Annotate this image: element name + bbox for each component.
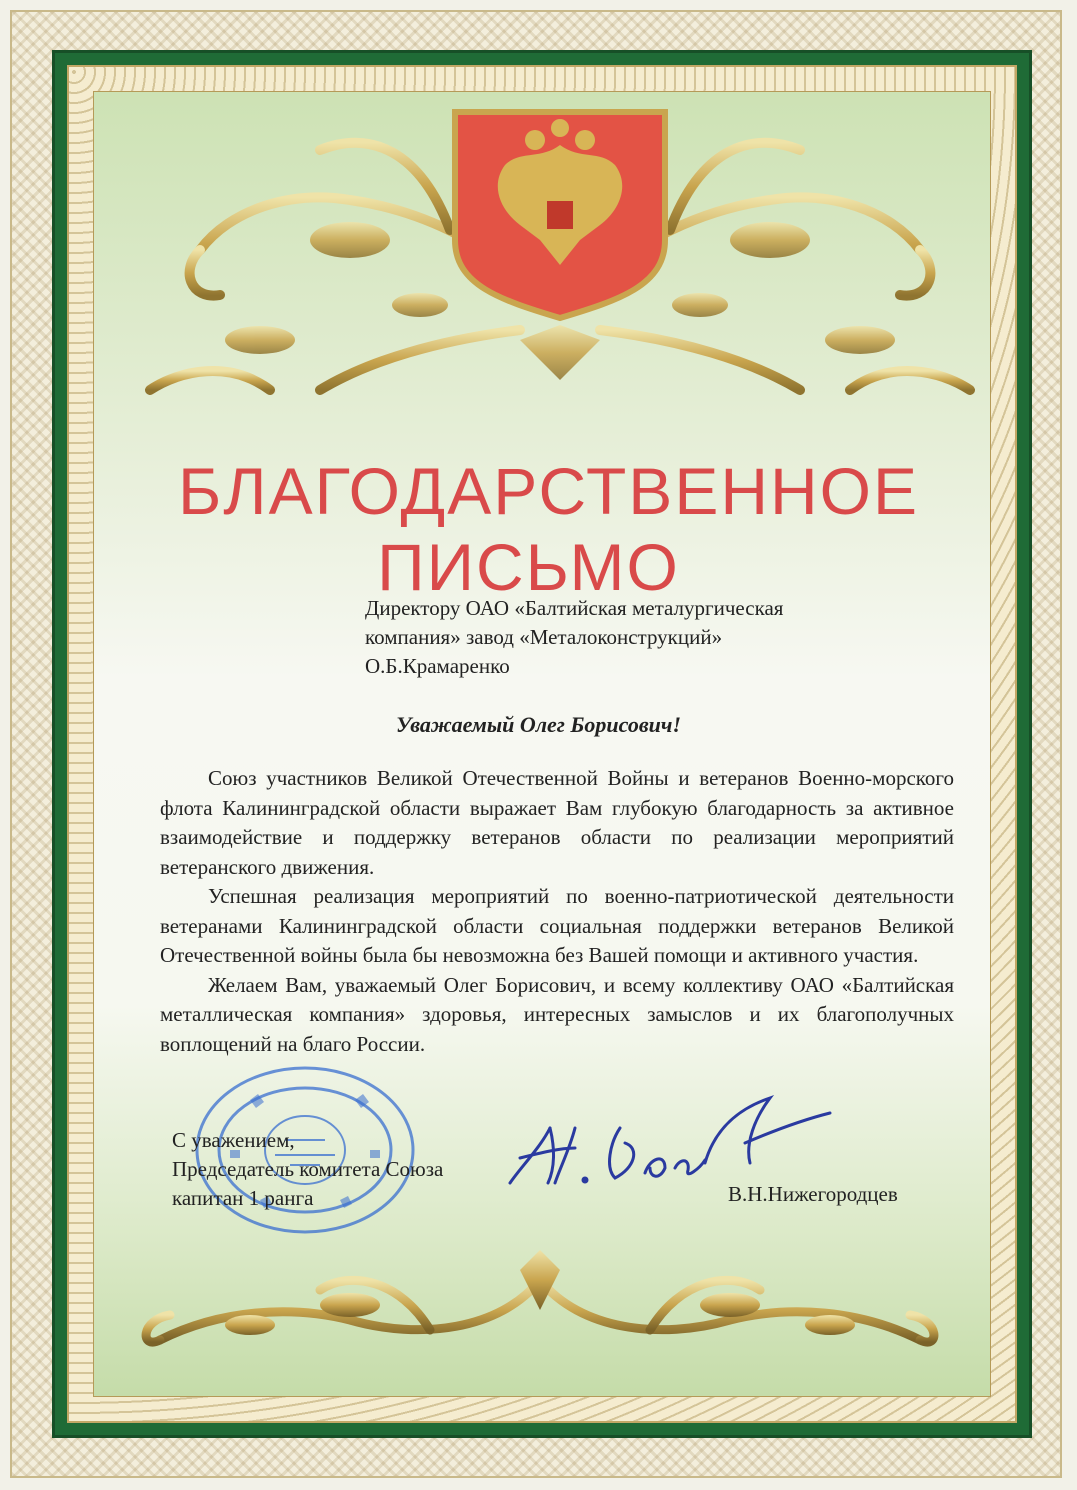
signatory-name: В.Н.Нижегородцев (728, 1182, 898, 1206)
top-ornament (120, 90, 1000, 420)
recipient-line-1: Директору ОАО «Балтийская металургическая (365, 596, 784, 620)
recipient-block (365, 594, 925, 681)
sign-rank: капитан 1 ранга (172, 1186, 314, 1210)
bottom-ornament (100, 1250, 980, 1370)
signature-block (172, 1126, 532, 1213)
recipient-line-2: компания» завод «Металоконструкций» (365, 625, 723, 649)
russian-coat-of-arms-icon (455, 112, 665, 318)
greeting: Уважаемый Олег Борисович! (395, 712, 682, 737)
paragraph-3: Желаем Вам, уважаемый Олег Борисович, и всему коллективу ОАО «Балтийская металлическая компания» здоровья, интересных замыслов и их благополучных воплощений на благо России. (160, 972, 954, 1056)
sign-regards: С уважением, (172, 1128, 295, 1152)
sign-position: Председатель комитета Союза (172, 1157, 444, 1181)
title-line-1: БЛАГОДАРСТВЕННОЕ (177, 454, 920, 528)
letter-body (160, 764, 954, 1059)
paragraph-2: Успешная реализация мероприятий по военно-патриотической деятельности ветеранами Калининградской области социальная поддержки ветеранов Великой Отечественной войны была бы невозможна без Вашей помощи и активного участия. (160, 884, 954, 967)
paragraph-1: Союз участников Великой Отечественной Войны и ветеранов Военно-морского флота Калининградской области выражает Вам глубокую благодарность за активное взаимодействие и поддержку ветеранов области по реализации мероприятий ветеранского движения. (160, 766, 954, 879)
recipient-line-3: О.Б.Крамаренко (365, 654, 510, 678)
title-line-2: ПИСЬМО (377, 530, 680, 604)
